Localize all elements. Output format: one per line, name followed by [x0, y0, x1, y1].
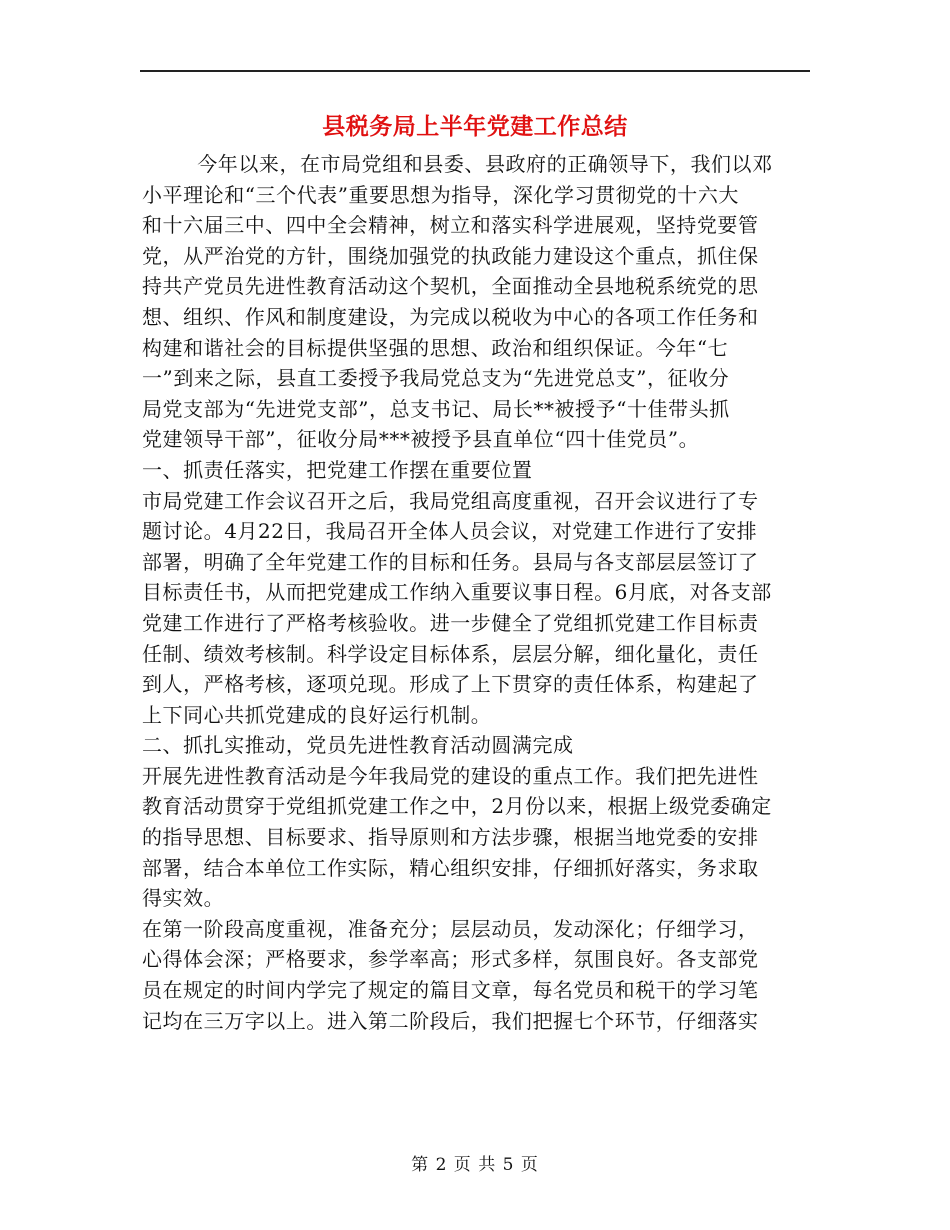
body-line: 到人，严格考核，逐项兑现。形成了上下贯穿的责任体系，构建起了 [142, 672, 759, 697]
body-line: 得实效。 [142, 886, 225, 911]
body-line: 党建领导干部”，征收分局***被授予县直单位“四十佳党员”。 [142, 427, 700, 452]
body-line: 一、抓责任落实，把党建工作摆在重要位置 [142, 457, 533, 482]
body-line: 教育活动贯穿于党组抓党建工作之中，2月份以来，根据上级党委确定 [142, 794, 772, 819]
body-line: 在第一阶段高度重视，准备充分；层层动员，发动深化；仔细学习， [142, 916, 759, 941]
body-line: 党，从严治党的方针，围绕加强党的执政能力建设这个重点，抓住保 [142, 243, 759, 268]
body-line: 目标责任书，从而把党建成工作纳入重要议事日程。6月底，对各支部 [142, 580, 772, 605]
body-line: 构建和谐社会的目标提供坚强的思想、政治和组织保证。今年“七 [142, 335, 729, 360]
body-line: 部署，明确了全年党建工作的目标和任务。县局与各支部层层签订了 [142, 549, 759, 574]
body-line: 开展先进性教育活动是今年我局党的建设的重点工作。我们把先进性 [142, 763, 759, 788]
body-line: 心得体会深；严格要求，参学率高；形式多样，氛围良好。各支部党 [142, 947, 759, 972]
body-line: 局党支部为“先进党支部”，总支书记、局长**被授予“十佳带头抓 [142, 396, 730, 421]
body-line: 任制、绩效考核制。科学设定目标体系，层层分解，细化量化，责任 [142, 641, 759, 666]
body-line: 小平理论和“三个代表”重要思想为指导，深化学习贯彻党的十六大 [142, 182, 739, 207]
body-line: 市局党建工作会议召开之后，我局党组高度重视，召开会议进行了专 [142, 488, 759, 513]
body-line: 和十六届三中、四中全会精神，树立和落实科学进展观，坚持党要管 [142, 213, 759, 238]
body-line: 员在规定的时间内学完了规定的篇目文章，每名党员和税干的学习笔 [142, 978, 759, 1003]
body-line: 的指导思想、目标要求、指导原则和方法步骤，根据当地党委的安排 [142, 825, 759, 850]
body-line: 二、抓扎实推动，党员先进性教育活动圆满完成 [142, 733, 574, 758]
body-line: 题讨论。4月22日，我局召开全体人员会议，对党建工作进行了安排 [142, 519, 758, 544]
body-line: 记均在三万字以上。进入第二阶段后，我们把握七个环节，仔细落实 [142, 1008, 759, 1033]
body-line: 部署，结合本单位工作实际，精心组织安排，仔细抓好落实，务求取 [142, 855, 759, 880]
body-line: 党建工作进行了严格考核验收。进一步健全了党组抓党建工作目标责 [142, 610, 759, 635]
document-body [142, 149, 809, 1036]
body-line: 上下同心共抓党建成的良好运行机制。 [142, 702, 492, 727]
body-line: 想、组织、作风和制度建设，为完成以税收为中心的各项工作任务和 [142, 304, 759, 329]
header-rule [140, 70, 810, 72]
body-line: 一”到来之际，县直工委授予我局党总支为“先进党总支”，征收分 [142, 366, 730, 391]
page-number: 第 2 页 共 5 页 [411, 1155, 539, 1175]
body-line: 今年以来，在市局党组和县委、县政府的正确领导下，我们以邓 [142, 152, 773, 176]
body-line: 持共产党员先进性教育活动这个契机，全面推动全县地税系统党的思 [142, 274, 759, 299]
document-title: 县税务局上半年党建工作总结 [322, 113, 628, 140]
